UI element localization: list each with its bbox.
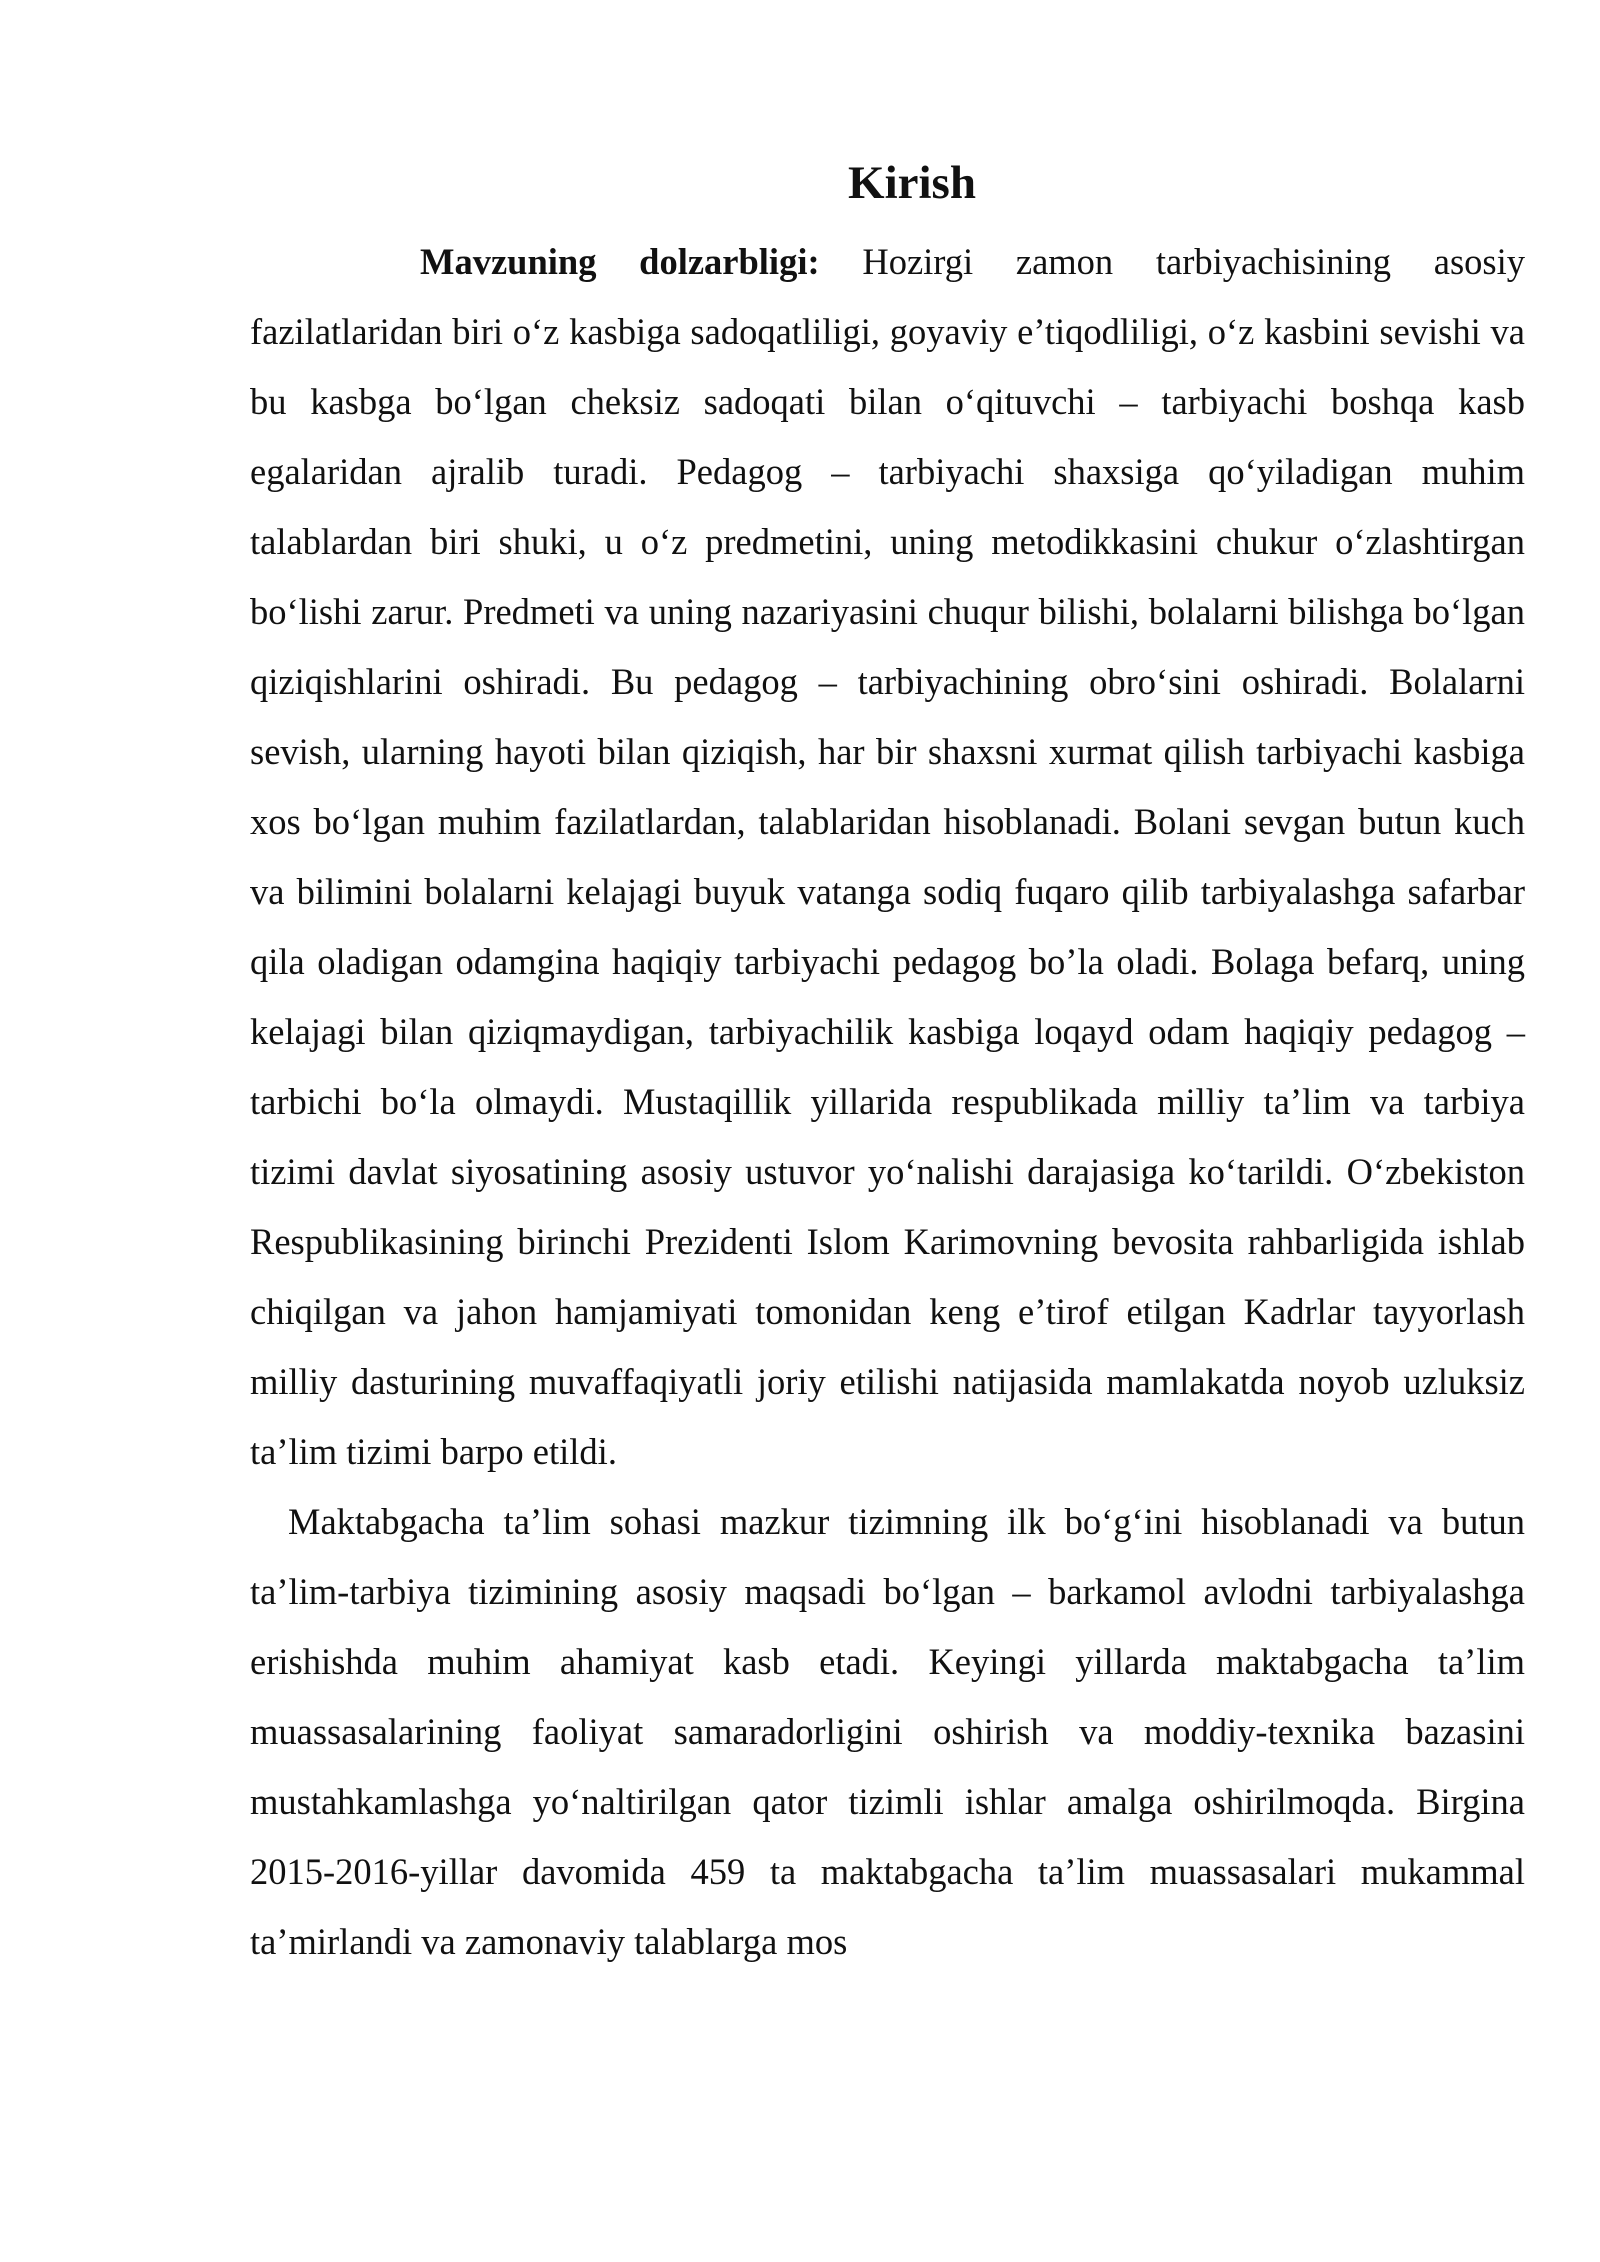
document-body xyxy=(250,227,1525,1977)
paragraph-text: Maktabgacha ta’lim sohasi mazkur tizimning ilk bo‘g‘ini hisoblanadi va butun ta’lim-tarbiya tizimining asosiy maqsadi bo‘lgan – barkamol avlodni tarbiyalashga erishishda muhim ahamiyat kasb etadi. Keyingi yillarda maktabgacha ta’lim muassasalarining faoliyat samaradorligini oshirish va moddiy-texnika bazasini mustahkamlashga yo‘naltirilgan qator tizimli ishlar amalga oshirilmoqda. Birgina 2015-2016-yillar davomida 459 ta maktabgacha ta’lim muassasalari mukammal ta’mirlandi va zamonaviy talablarga mos xyxy=(250,1501,1525,1962)
paragraph-relevance xyxy=(250,227,1525,1487)
paragraph-lead: Mavzuning dolzarbligi: xyxy=(420,241,820,282)
page-title: Kirish xyxy=(848,157,976,209)
paragraph-text: Hozirgi zamon tarbiyachisining asosiy fazilatlaridan biri o‘z kasbiga sadoqatliligi, goyaviy e’tiqodliligi, o‘z kasbini sevishi va bu kasbga bo‘lgan cheksiz sadoqati bilan o‘qituvchi – tarbiyachi boshqa kasb egalaridan ajralib turadi. Pedagog – tarbiyachi shaxsiga qo‘yiladigan muhim talablardan biri shuki, u o‘z predmetini, uning metodikkasini chukur o‘zlashtirgan bo‘lishi zarur. Predmeti va uning nazariyasini chuqur bilishi, bolalarni bilishga bo‘lgan qiziqishlarini oshiradi. Bu pedagog – tarbiyachining obro‘sini oshiradi. Bolalarni sevish, ularning hayoti bilan qiziqish, har bir shaxsni xurmat qilish tarbiyachi kasbiga xos bo‘lgan muhim fazilatlardan, talablaridan hisoblanadi. Bolani sevgan butun kuch va bilimini bolalarni kelajagi buyuk vatanga sodiq fuqaro qilib tarbiyalashga safarbar qila oladigan odamgina haqiqiy tarbiyachi pedagog bo’la oladi. Bolaga befarq, uning kelajagi bilan qiziqmaydigan, tarbiyachilik kasbiga loqayd odam haqiqiy pedagog – tarbichi bo‘la olmaydi. Mustaqillik yillarida respublikada milliy ta’lim va tarbiya tizimi davlat siyosatining asosiy ustuvor yo‘nalishi darajasiga ko‘tarildi. O‘zbekiston Respublikasining birinchi Prezidenti Islom Karimovning bevosita rahbarligida ishlab chiqilgan va jahon hamjamiyati tomonidan keng e’tirof etilgan Kadrlar tayyorlash milliy dasturining muvaffaqiyatli joriy etilishi natijasida mamlakatda noyob uzluksiz ta’lim tizimi barpo etildi. xyxy=(250,241,1525,1472)
paragraph-preschool xyxy=(250,1487,1525,1977)
